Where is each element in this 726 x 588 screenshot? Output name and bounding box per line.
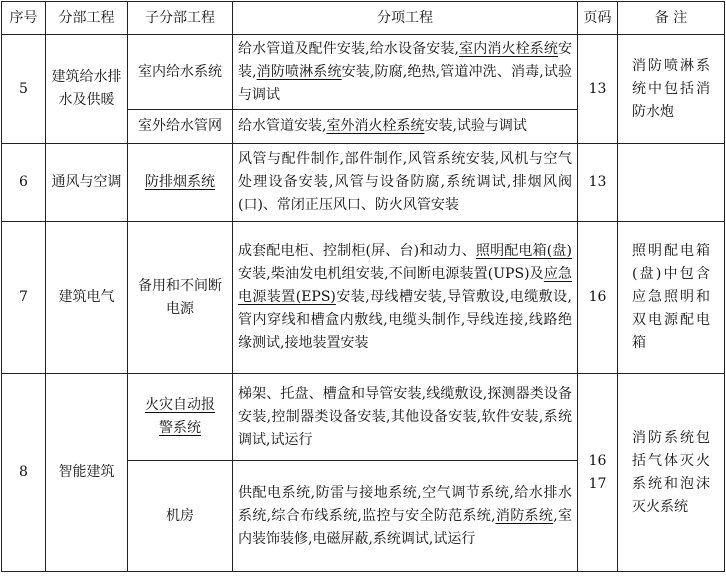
table-row (2, 144, 725, 222)
row-division: 建筑电气 (46, 222, 128, 374)
item-text: 成套配电柜、控制柜(屏、台)和动力、 (238, 243, 476, 259)
row-subdivision: 室外给水管网 (128, 110, 233, 144)
row-subdivision (128, 374, 233, 461)
engineering-division-table (1, 1, 725, 572)
table-row (2, 35, 725, 110)
row-items (233, 222, 578, 374)
row-subdivision: 机房 (128, 461, 233, 572)
table-row (2, 374, 725, 461)
row-page: 16 (578, 222, 618, 374)
header-note: 备 注 (618, 2, 725, 35)
item-text: 安装, (238, 40, 572, 80)
row-no: 6 (2, 144, 46, 222)
header-item: 分项工程 (233, 2, 578, 35)
row-no: 5 (2, 35, 46, 144)
row-note: 照明配电箱(盘)中包含应急照明和双电源配电箱 (618, 222, 725, 374)
row-items (233, 461, 578, 572)
row-page: 16 17 (578, 374, 618, 572)
row-page: 13 (578, 35, 618, 144)
item-text-underlined: 照明配电箱(盘) (475, 243, 572, 259)
item-text: 给水管道及配件安装,给水设备安装, (238, 40, 459, 57)
item-text-underlined: 室内消火栓系统 (458, 40, 558, 57)
row-items (233, 35, 578, 110)
item-text: 供配电系统,防雷与接地系统,空气调节系统,给水排水系统,综合布线系统,监控与安全防范系统, (238, 484, 572, 524)
row-division: 建筑给水排水及供暖 (46, 35, 128, 144)
row-note (618, 144, 725, 222)
item-text: 安装,柴油发电机组安装,不间断电源装置(UPS)及 (238, 266, 544, 282)
row-division: 智能建筑 (46, 374, 128, 572)
item-text-underlined: 应急电源装置(EPS) (238, 266, 572, 305)
row-items: 梯架、托盘、槽盒和导管安装,线缆敷设,探测器类设备安装,控制器类设备安装,其他设备安装,软件安装,系统调试,试运行 (233, 374, 578, 461)
row-division: 通风与空调 (46, 144, 128, 222)
item-text: 安装,试验与调试 (424, 118, 527, 134)
item-text: 安装,防腐,绝热,管道冲洗、消毒,试验与调试 (238, 63, 572, 103)
row-subdivision (128, 144, 233, 222)
row-items: 风管与配件制作,部件制作,风管系统安装,风机与空气处理设备安装,风管与设备防腐,系统调试,排烟风阀(口)、常闭正压风口、防火风管安装 (233, 144, 578, 222)
header-page: 页码 (578, 2, 618, 35)
item-text-underlined: 消防系统 (495, 507, 554, 524)
header-subdivision: 子分部工程 (128, 2, 233, 35)
row-no: 7 (2, 222, 46, 374)
row-subdivision: 室内给水系统 (128, 35, 233, 110)
row-subdivision: 备用和不间断电源 (128, 222, 233, 374)
row-no: 8 (2, 374, 46, 572)
header-division: 分部工程 (46, 2, 128, 35)
item-text: 给水管道安装, (238, 118, 327, 134)
item-text-underlined: 室外消火栓系统 (326, 118, 425, 134)
row-page: 13 (578, 144, 618, 222)
subdivision-underlined: 防排烟系统 (145, 174, 215, 190)
row-note: 消防系统包括气体灭火系统和泡沫灭火系统 (618, 374, 725, 572)
item-text: 安装,母线槽安装,导管敷设,电缆敷设,管内穿线和槽盒内敷线,电缆头制作,导线连接,线路绝缘测试,接地装置安装 (238, 289, 572, 351)
row-items (233, 110, 578, 144)
subdivision-underlined: 火灾自动报警系统 (145, 397, 215, 436)
header-row (2, 2, 725, 35)
header-no: 序号 (2, 2, 46, 35)
row-note: 消防喷淋系统中包括消防水炮 (618, 35, 725, 144)
item-text-underlined: 消防喷淋系统 (256, 63, 342, 80)
item-text: ,室内装饰装修,电磁屏蔽,系统调试,试运行 (238, 507, 572, 547)
table-row (2, 222, 725, 374)
